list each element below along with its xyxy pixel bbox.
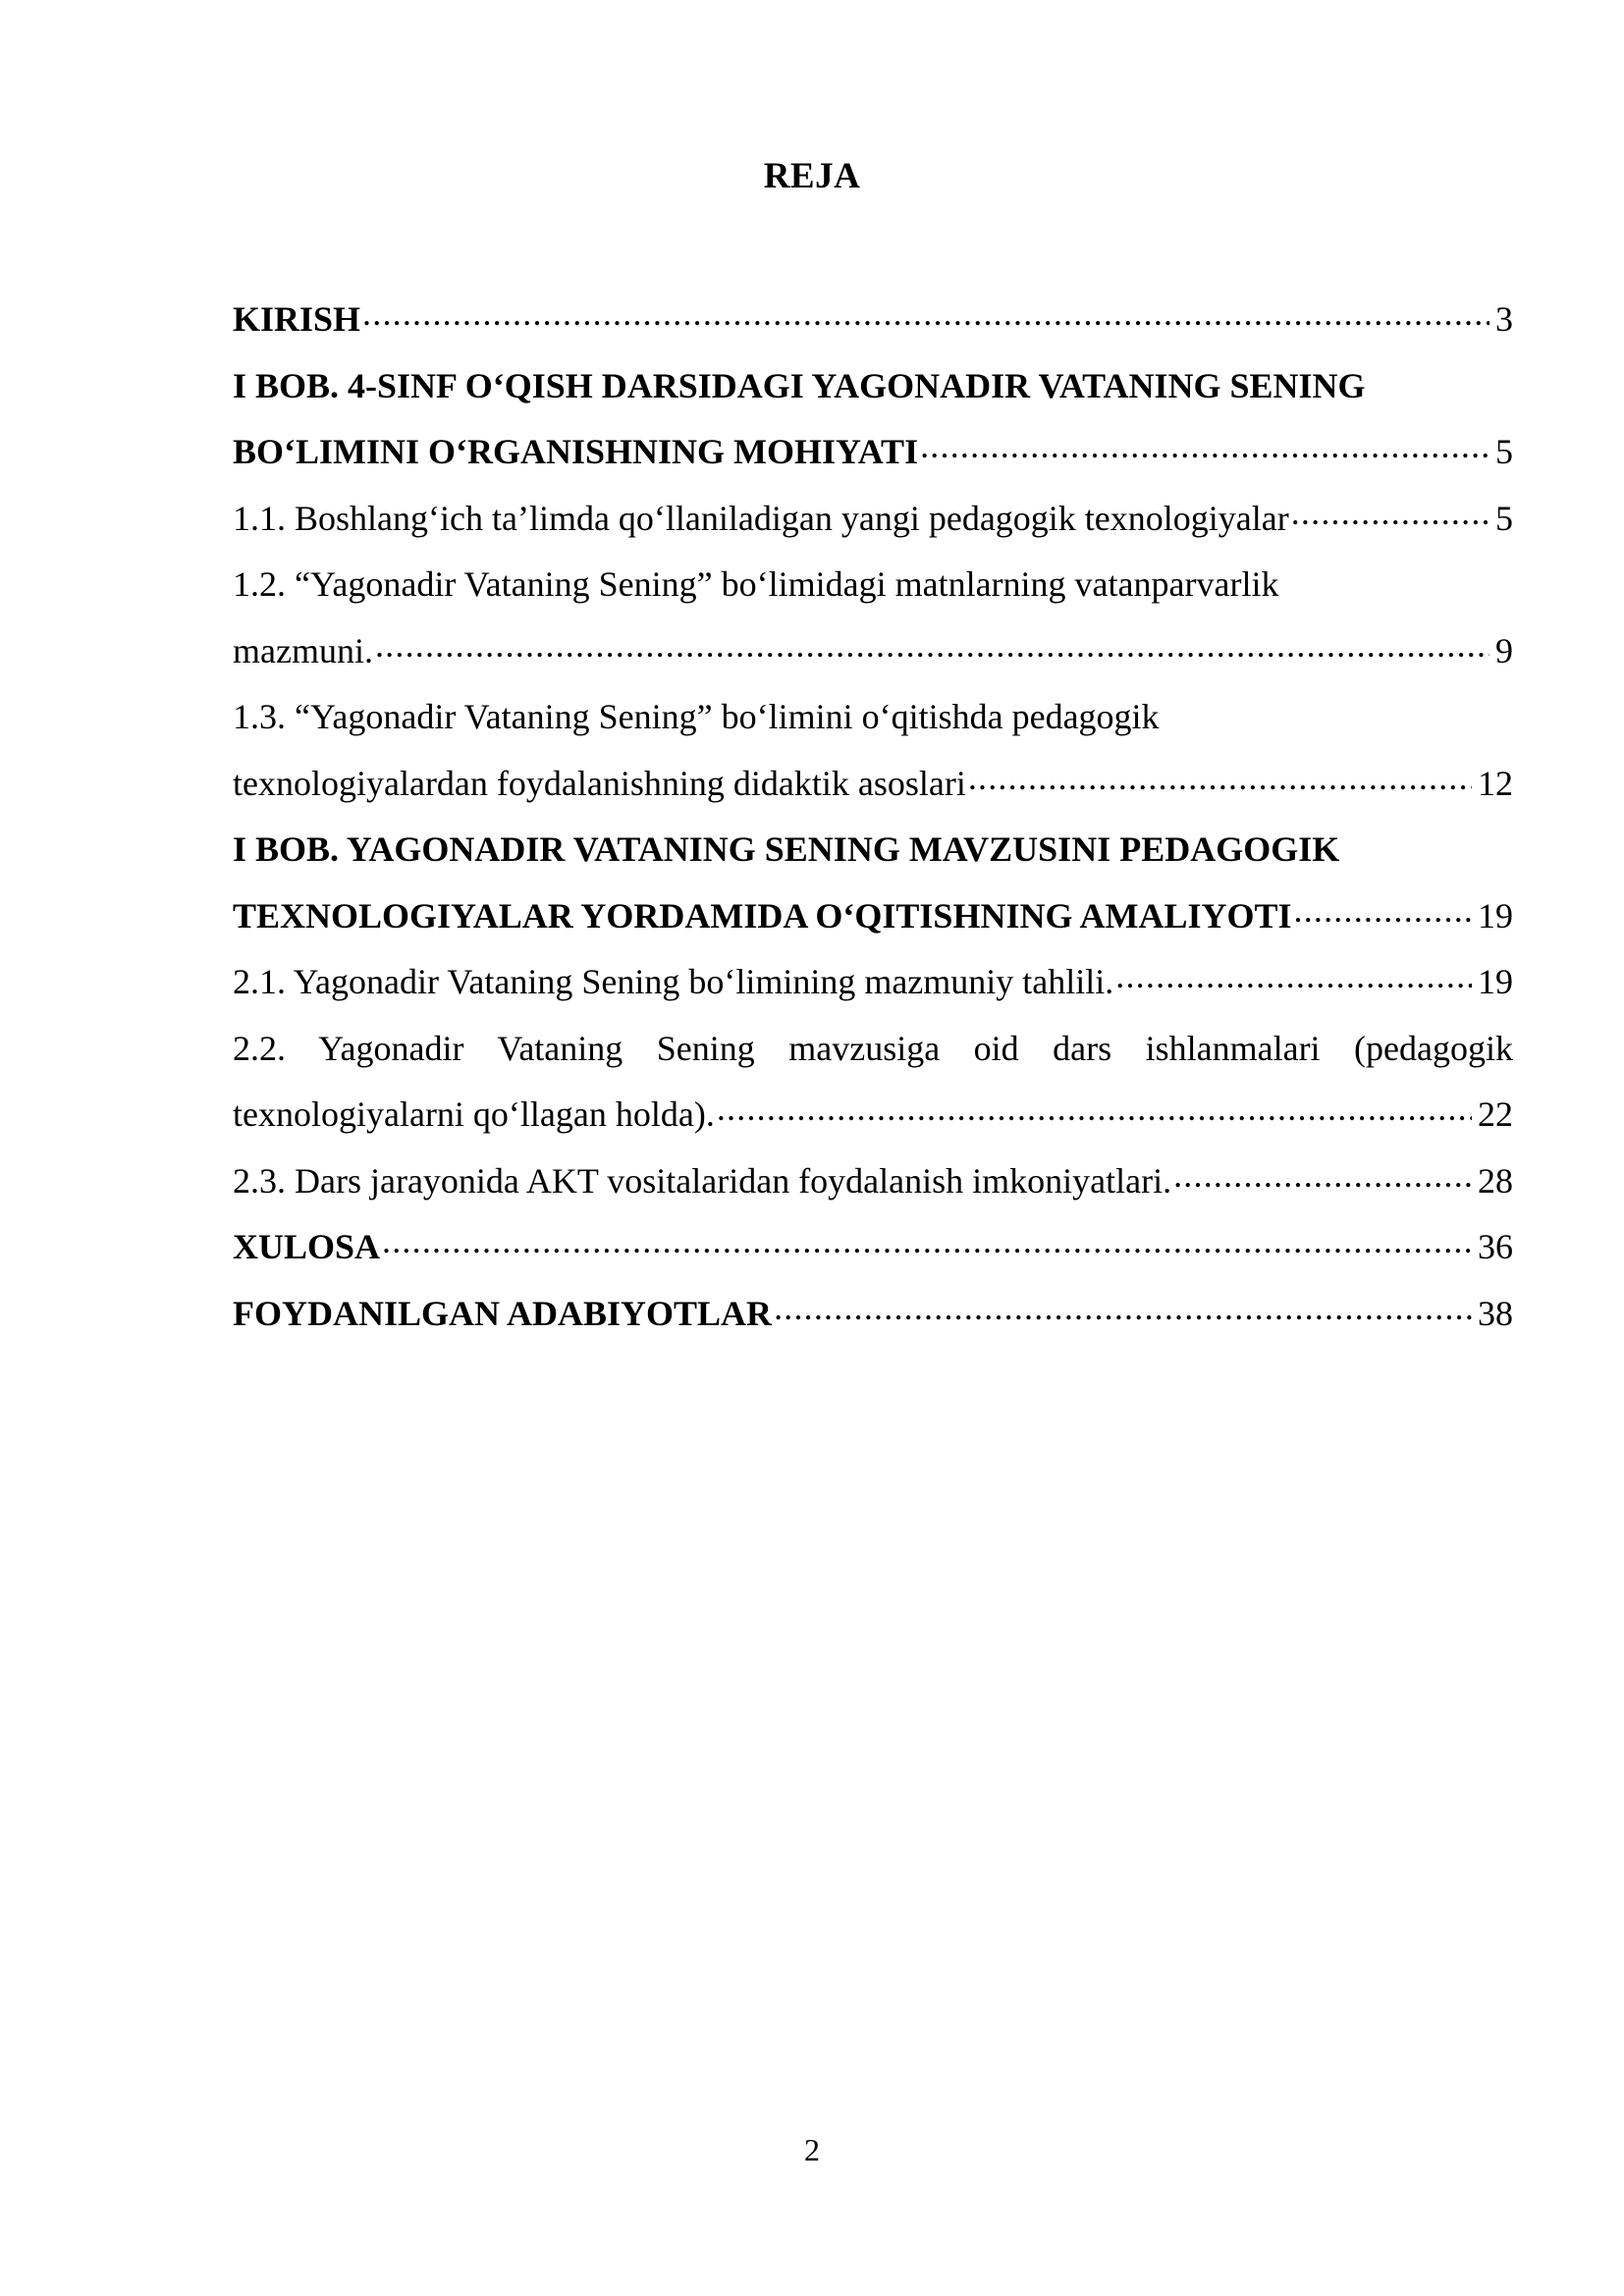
toc-page-number: 5	[1495, 498, 1513, 538]
toc-leader-dots	[1291, 495, 1489, 530]
toc-entry-label: KIRISH	[233, 299, 361, 339]
toc-page-number: 19	[1478, 895, 1513, 935]
toc-entry-bob2[interactable]	[233, 883, 1513, 950]
toc-page-number: 9	[1495, 630, 1513, 670]
toc-page-number: 5	[1495, 432, 1513, 471]
toc-entry-label: XULOSA	[233, 1227, 381, 1266]
toc-entry-label: 2.1. Yagonadir Vataning Sening bo‘limining mazmuniy tahlili.	[233, 962, 1114, 1001]
table-of-contents	[233, 287, 1513, 1347]
toc-page-number: 19	[1478, 962, 1513, 1001]
toc-page-number: 36	[1478, 1227, 1513, 1266]
toc-entry-2-1[interactable]	[233, 949, 1513, 1016]
toc-entry-1-1[interactable]	[233, 486, 1513, 553]
toc-entry-2-2-heading[interactable]: 2.2. Yagonadir Vataning Sening mavzusiga oid dars ishlanmalari (pedagogik	[233, 1028, 1513, 1068]
toc-leader-dots	[382, 1223, 1472, 1258]
toc-entry-1-3[interactable]	[233, 751, 1513, 818]
toc-entry-label: mazmuni.	[233, 630, 373, 670]
toc-entry-label: texnologiyalardan foydalanishning didaktik asoslari	[233, 763, 966, 803]
toc-page-number: 12	[1478, 763, 1513, 803]
toc-entry-label: FOYDANILGAN ADABIYOTLAR	[233, 1293, 773, 1333]
toc-entry-1-3-heading[interactable]	[233, 684, 1513, 751]
toc-page-number: 28	[1478, 1160, 1513, 1201]
toc-leader-dots	[362, 295, 1489, 331]
toc-leader-dots	[717, 1091, 1472, 1126]
toc-entry-2-3[interactable]	[233, 1148, 1513, 1215]
toc-entry-xulosa[interactable]	[233, 1214, 1513, 1281]
toc-leader-dots	[774, 1290, 1472, 1325]
toc-leader-dots	[1294, 892, 1473, 928]
toc-entry-2-2[interactable]	[233, 1082, 1513, 1148]
toc-entry-label: 1.2. “Yagonadir Vataning Sening” bo‘limidagi matnlarning vatanparvarlik	[233, 564, 1279, 604]
toc-entry-label: I BOB. YAGONADIR VATANING SENING MAVZUSINI PEDAGOGIK	[233, 829, 1340, 869]
toc-leader-dots	[375, 627, 1489, 663]
toc-entry-bob1[interactable]	[233, 419, 1513, 486]
toc-entry-bob2-heading[interactable]	[233, 817, 1513, 883]
toc-entry-1-2-heading[interactable]	[233, 552, 1513, 618]
toc-entry-kirish[interactable]	[233, 287, 1513, 353]
toc-entry-label: TEXNOLOGIYALAR YORDAMIDA O‘QITISHNING AMALIYOTI	[233, 895, 1292, 935]
toc-page-number: 38	[1478, 1293, 1513, 1333]
toc-entry-adabiyotlar[interactable]	[233, 1281, 1513, 1348]
toc-entry-label: 1.1. Boshlang‘ich ta’limda qo‘llaniladigan yangi pedagogik texnologiyalar	[233, 498, 1289, 538]
toc-entry-label: 2.3. Dars jarayonida AKT vositalaridan foydalanish imkoniyatlari.	[233, 1160, 1172, 1201]
page-title: REJA	[763, 156, 861, 196]
toc-entry-1-2[interactable]	[233, 618, 1513, 685]
toc-page-number: 3	[1495, 299, 1513, 339]
toc-leader-dots	[920, 428, 1489, 463]
page-number: 2	[804, 2132, 820, 2167]
toc-entry-label: BO‘LIMINI O‘RGANISHNING MOHIYATI	[233, 432, 919, 471]
toc-leader-dots	[968, 760, 1472, 795]
toc-entry-label: texnologiyalarni qo‘llagan holda).	[233, 1095, 715, 1134]
toc-entry-bob1-heading[interactable]	[233, 353, 1513, 420]
toc-leader-dots	[1173, 1157, 1472, 1193]
toc-leader-dots	[1115, 958, 1472, 993]
toc-page-number: 22	[1478, 1095, 1513, 1134]
toc-entry-label: 1.3. “Yagonadir Vataning Sening” bo‘limini o‘qitishda pedagogik	[233, 697, 1160, 736]
toc-entry-label: I BOB. 4-SINF O‘QISH DARSIDAGI YAGONADIR VATANING SENING	[233, 365, 1366, 405]
